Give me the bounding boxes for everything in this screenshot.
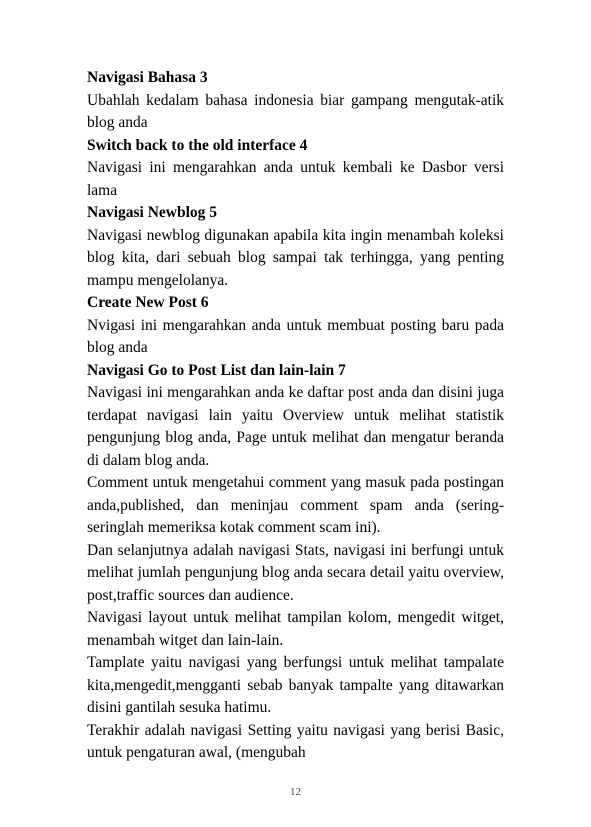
paragraph-setting: Terakhir adalah navigasi Setting yaitu navigasi yang berisi Basic, untuk pengaturan awal, (mengubah [87, 721, 504, 761]
paragraph-newblog: Navigasi newblog digunakan apabila kita ingin menambah koleksi blog kita, dari sebuah blog sampai tak terhingga, yang penting mampu mengelolanya. [87, 226, 504, 289]
heading-create-new-post: Create New Post 6 [87, 294, 209, 311]
paragraph-post-list: Navigasi ini mengarahkan anda ke daftar post anda dan disini juga terdapat navigasi lain yaitu Overview untuk melihat statistik pengunjung blog anda, Page untuk melihat dan mengatur beranda di dalam blog anda. [87, 384, 504, 469]
heading-go-to-post-list: Navigasi Go to Post List dan lain-lain 7 [87, 361, 346, 379]
paragraph-switch-back: Navigasi ini mengarahkan anda untuk kembali ke Dasbor versi lama [87, 159, 504, 199]
heading-newblog: Navigasi Newblog 5 [87, 204, 218, 221]
paragraph-create-new-post: Nvigasi ini mengarahkan anda untuk membuat posting baru pada blog anda [87, 316, 504, 356]
paragraph-template: Tamplate yaitu navigasi yang berfungsi untuk melihat tampalate kita,mengedit,mengganti sebab banyak tampalte yang ditawarkan disini gantilah sesuka hatimu. [87, 654, 504, 716]
page-number: 12 [290, 786, 301, 798]
paragraph-stats: Dan selanjutnya adalah navigasi Stats, navigasi ini berfungi untuk melihat jumlah pengunjung blog anda secara detail yaitu overview, post,traffic sources dan audience. [87, 541, 504, 604]
document-body [87, 67, 504, 765]
paragraph-bahasa: Ubahlah kedalam bahasa indonesia biar gampang mengutak-atik blog anda [87, 91, 504, 131]
heading-navigasi-bahasa: Navigasi Bahasa 3 [87, 69, 208, 86]
heading-switch-back: Switch back to the old interface 4 [87, 136, 308, 154]
paragraph-layout: Navigasi layout untuk melihat tampilan kolom, mengedit witget, menambah witget dan lain-lain. [87, 609, 504, 649]
paragraph-comment: Comment untuk mengetahui comment yang masuk pada postingan anda,published, dan meninjau comment spam anda (sering-seringlah memeriksa kotak comment scam ini). [87, 474, 504, 536]
